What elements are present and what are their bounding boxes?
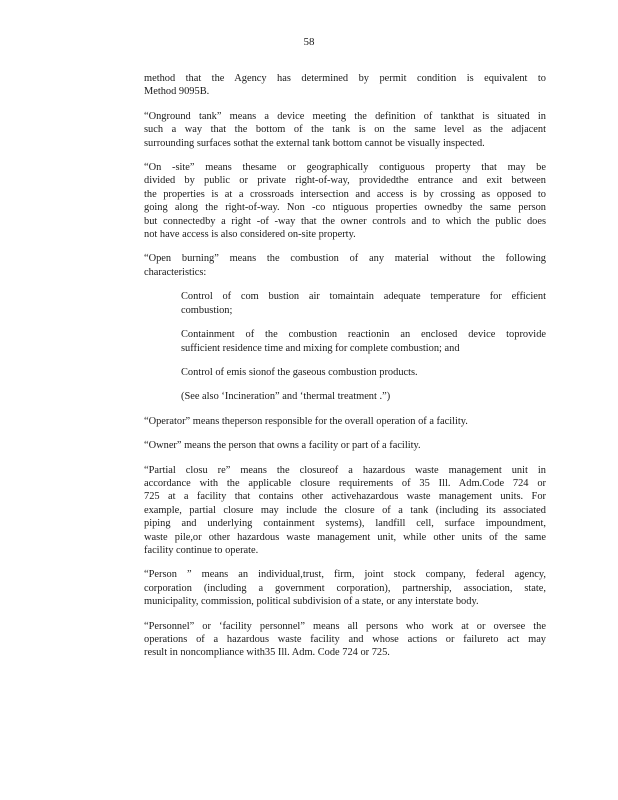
text-line: sufficient residence time and mixing for complete combustion; and [181, 342, 460, 354]
text-line: “Owner” means the person that owns a facility or part of a facility. [144, 440, 421, 452]
definition-subitem [181, 366, 546, 379]
text-line: surrounding surfaces sothat the external tank bottom cannot be visually inspected. [144, 137, 485, 149]
definition-paragraph [144, 415, 546, 428]
page-number: 58 [303, 36, 315, 48]
text-line: such a way that the bottom of the tank is on the same level as the adjacent [144, 124, 546, 136]
text-line: example, partial closure may include the closure of a tank (including its associated [144, 504, 546, 516]
text-line: characteristics: [144, 266, 207, 278]
definition-paragraph [144, 620, 546, 660]
text-line: Method 9095B. [144, 86, 210, 98]
definition-paragraph [144, 161, 546, 241]
page-content [144, 72, 546, 671]
definition-paragraph [144, 439, 546, 452]
text-line: divided by public or private right-of-way, providedthe entrance and exit between [144, 175, 546, 187]
text-line: Containment of the combustion reactionin an enclosed device toprovide [181, 329, 546, 341]
definition-paragraph [144, 72, 546, 99]
text-line: Control of emis sionof the gaseous combustion products. [181, 366, 418, 378]
text-line: (See also ‘Incineration” and ‘thermal treatment .”) [181, 391, 391, 403]
text-line: going along the right-of-way. Non -co ntiguous properties ownedby the same person [144, 202, 546, 214]
text-line: waste pile,or other hazardous waste management unit, while other units of the same [144, 531, 546, 543]
text-line: corporation (including a government corporation), partnership, association, state, [144, 582, 546, 594]
text-line: method that the Agency has determined by permit condition is equivalent to [144, 73, 546, 84]
definition-subitem [181, 290, 546, 317]
text-line: “Partial closu re” means the closureof a hazardous waste management unit in [144, 464, 546, 476]
text-line: 725 at a facility that contains other activehazardous waste management units. For [144, 491, 546, 503]
text-line: the properties is at a crossroads intersection and access is by crossing as opposed to [144, 188, 546, 200]
text-line: result in noncompliance with35 Ill. Adm. Code 724 or 725. [144, 647, 390, 659]
text-line: combustion; [181, 304, 233, 316]
text-line: “Person ” means an individual,trust, firm, joint stock company, federal agency, [144, 569, 546, 581]
text-line: “Open burning” means the combustion of any material without the following [144, 253, 546, 265]
definition-paragraph [144, 568, 546, 608]
text-line: facility continue to operate. [144, 544, 259, 556]
definition-subitem [181, 390, 546, 403]
definition-subitem [181, 328, 546, 355]
text-line: piping and underlying containment systems), landfill cell, surface impoundment, [144, 518, 546, 530]
text-line: accordance with the applicable closure requirements of 35 Ill. Adm.Code 724 or [144, 477, 546, 489]
text-line: municipality, commission, political subdivision of a state, or any interstate body. [144, 596, 479, 608]
text-line: “On -site” means thesame or geographically contiguous property that may be [144, 162, 546, 174]
text-line: but connectedby a right -of -way that the owner controls and to which the public does [144, 215, 546, 227]
text-line: “Operator” means theperson responsible for the overall operation of a facility. [144, 415, 468, 427]
text-line: “Onground tank” means a device meeting the definition of tankthat is situated in [144, 110, 546, 122]
definition-paragraph [144, 252, 546, 279]
definition-paragraph [144, 464, 546, 558]
text-line: “Personnel” or ‘facility personnel” means all persons who work at or oversee the [144, 620, 546, 632]
text-line: operations of a hazardous waste facility and whose actions or failureto act may [144, 634, 546, 645]
text-line: not have access is also considered on-site property. [144, 229, 356, 241]
definition-paragraph [144, 110, 546, 150]
text-line: Control of com bustion air tomaintain adequate temperature for efficient [181, 291, 546, 303]
